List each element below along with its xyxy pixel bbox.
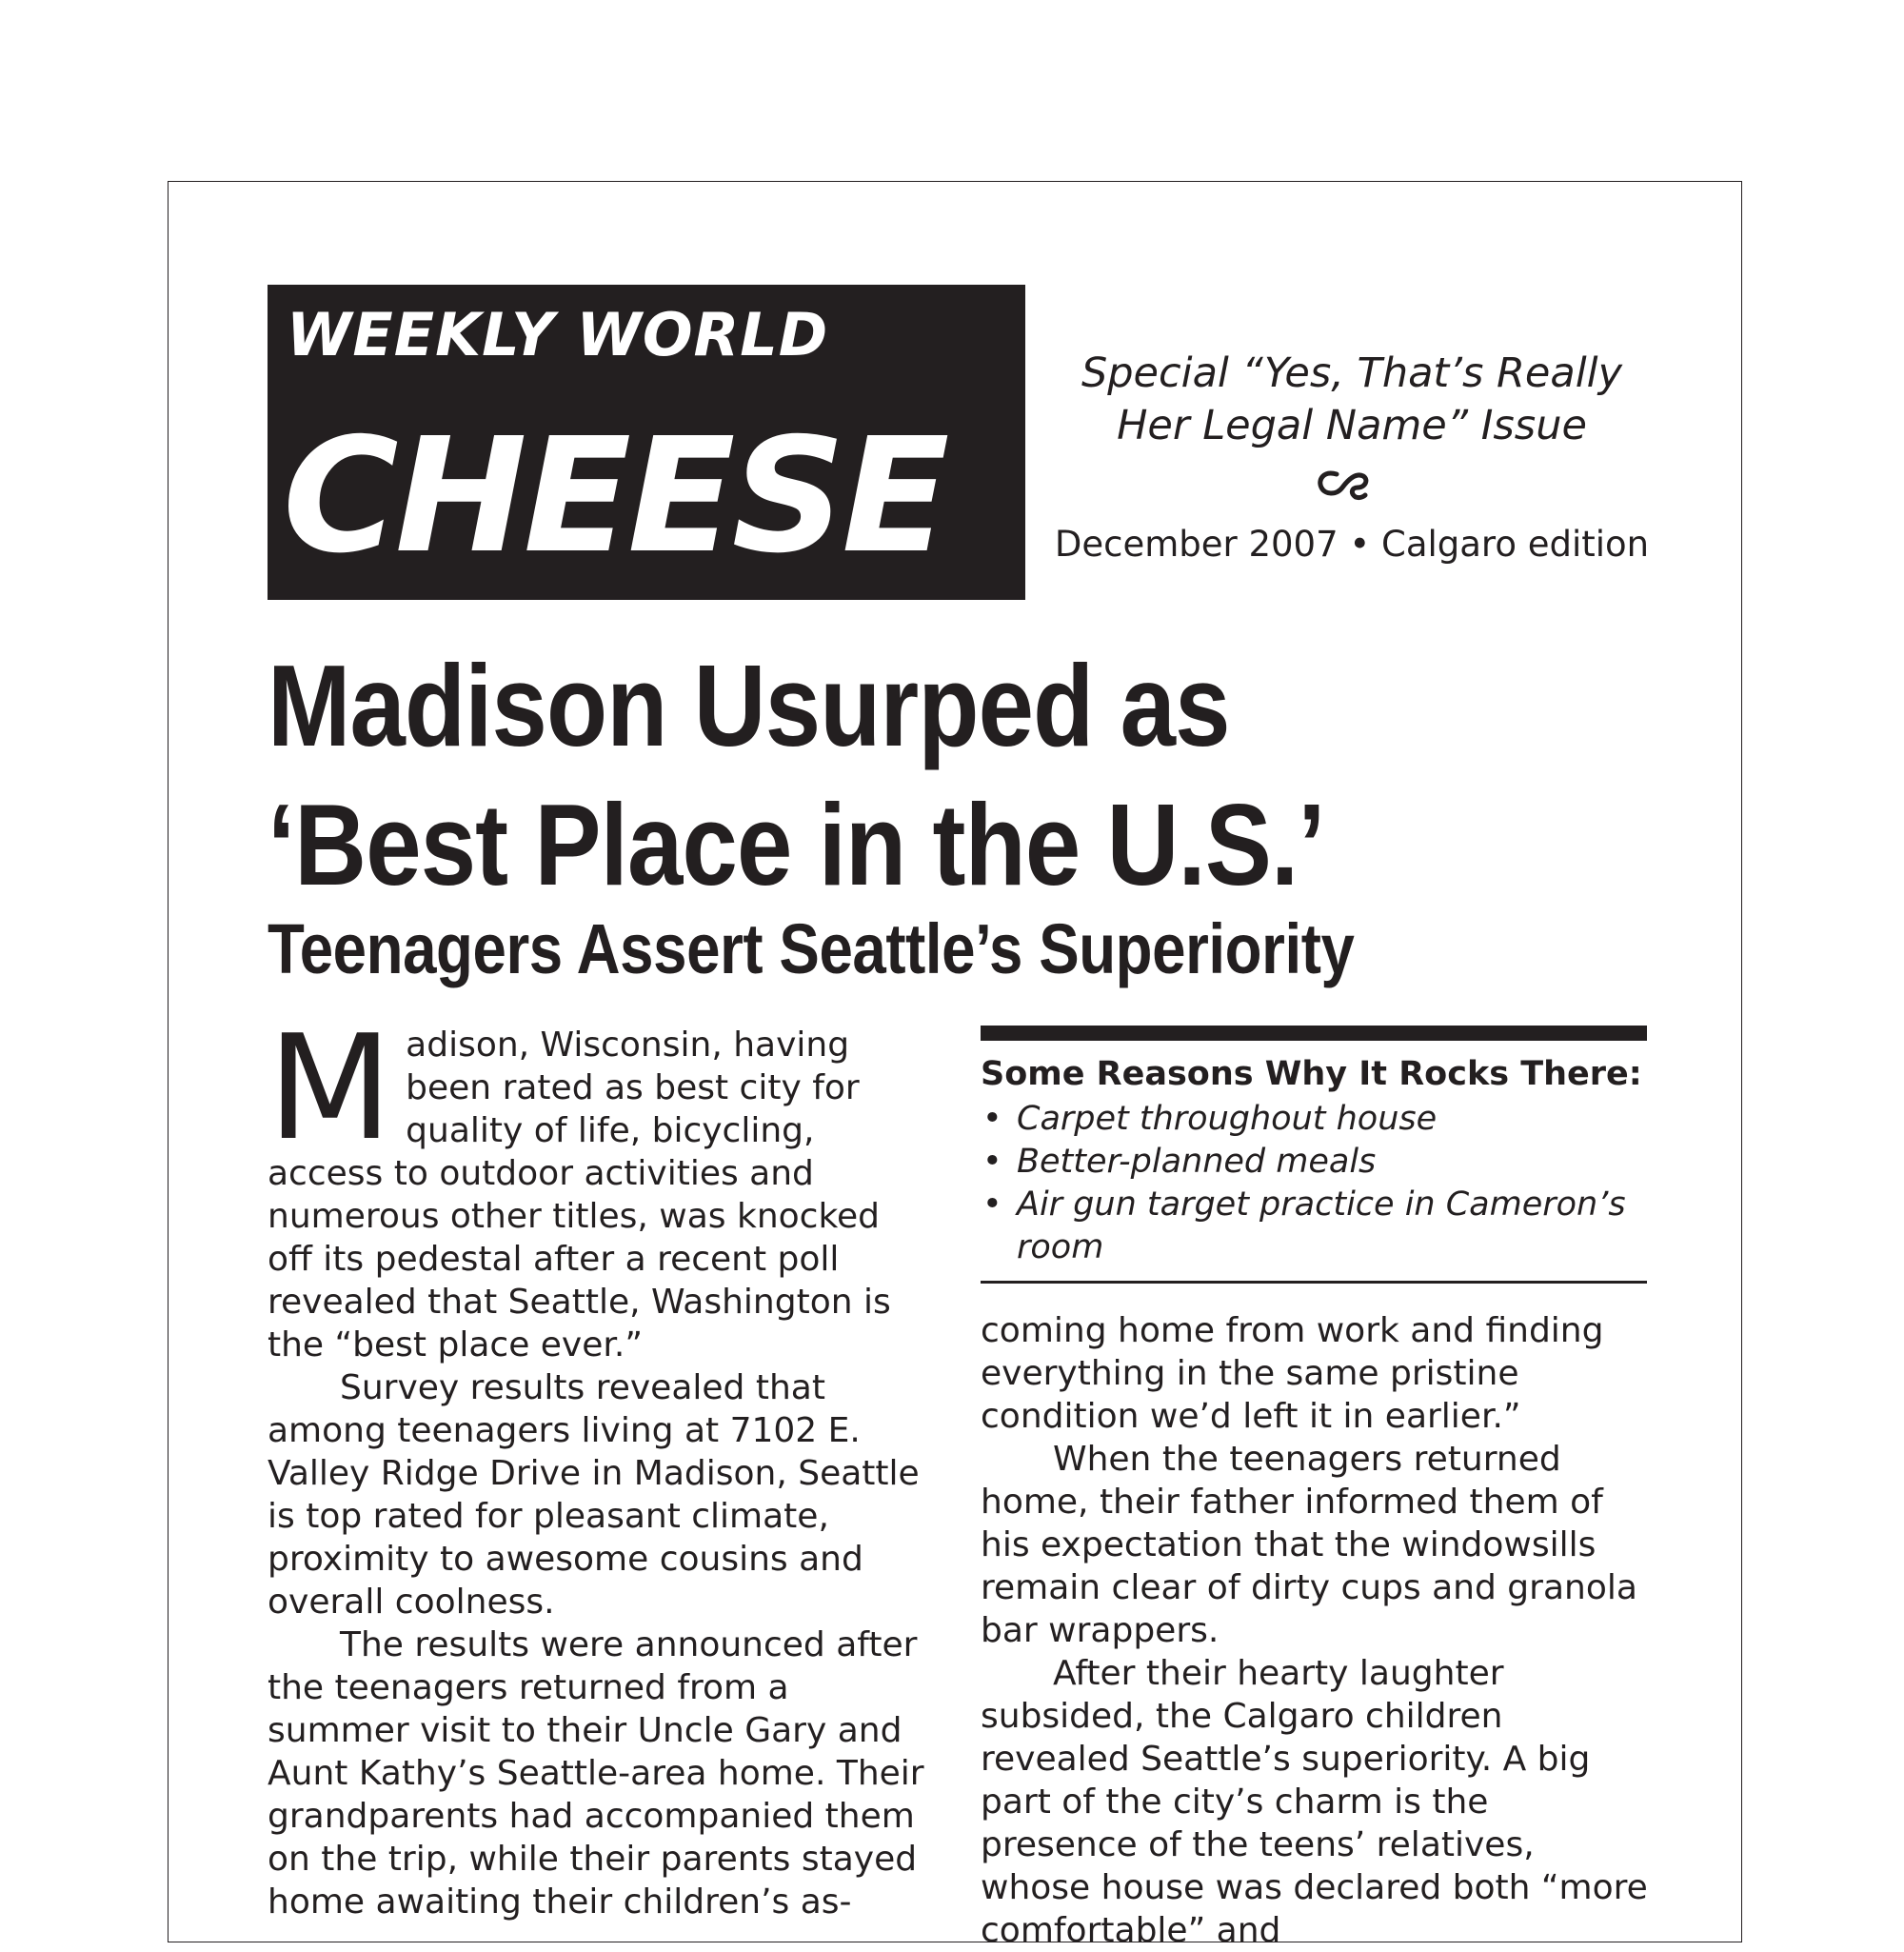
ornament-swash-icon (1316, 467, 1369, 501)
article-column-left (268, 1004, 934, 1923)
article-paragraph-4: coming home from work and finding everything in the same pristine condition we’d left it in earlier.” (981, 1311, 1604, 1436)
list-item-text: Air gun target practice in Cameron’s room (1017, 1185, 1626, 1266)
issue-dateline: December 2007 • Calgaro edition (1054, 524, 1650, 565)
masthead-logo (268, 285, 1025, 600)
article-paragraph-2: Survey results revealed that among teenagers living at 7102 E. Valley Ridge Drive in Madison, Seattle is top rated for pleasant climate, proximity to awesome cousins and overall coolness. (268, 1368, 920, 1622)
headline-line-1: Madison Usurped as (268, 641, 1230, 770)
masthead-top-line: WEEKLY WORLD (287, 300, 829, 369)
sidebar-box (981, 1026, 1647, 1284)
list-item (981, 1098, 1647, 1141)
sidebar-title: Some Reasons Why It Rocks There: (981, 1055, 1642, 1093)
paragraph-1-text: adison, Wisconsin, having been rated as best city for quality of life, bicycling, access to outdoor activities and numerous other titles, was knocked off its pedestal after a recent poll revealed that Seattle, Washington is the “best place ever.” (268, 1026, 891, 1364)
headline (268, 636, 1659, 914)
list-item-text: Better-planned meals (1017, 1143, 1377, 1181)
issue-tagline: Special “Yes, That’s Really Her Legal Name” Issue (1081, 349, 1623, 449)
bullet-icon: • (982, 1143, 1002, 1181)
subheadline: Teenagers Assert Seattle’s Superiority (268, 909, 1355, 988)
bullet-icon: • (982, 1185, 1002, 1224)
article-paragraph-5: When the teenagers returned home, their father informed them of his expectation that the windowsills remain clear of dirty cups and granola bar wrappers. (981, 1440, 1637, 1650)
drop-cap: M (268, 1004, 393, 1172)
article-paragraph-6: After their hearty laughter subsided, the Calgaro children revealed Seattle’s superiority. A big part of the city’s charm is the presence of the teens’ relatives, whose house was declared both “more comfortable” and (981, 1654, 1648, 1950)
list-item (981, 1141, 1647, 1184)
masthead-name: CHEESE (283, 405, 946, 588)
article-paragraph-1 (268, 1004, 934, 1366)
bullet-icon: • (982, 1100, 1002, 1138)
list-item-text: Carpet throughout house (1017, 1100, 1438, 1138)
article-column-right (981, 1309, 1652, 1952)
list-item (981, 1184, 1647, 1269)
sidebar-list (981, 1098, 1647, 1269)
ornament-icon (1314, 467, 1371, 508)
headline-line-2: ‘Best Place in the U.S.’ (268, 780, 1325, 909)
article-paragraph-3: The results were announced after the teenagers returned from a summer visit to their Uncle Gary and Aunt Kathy’s Seattle-area home. Their grandparents had accompanied them on the trip, while their parents stayed home awaiting their children’s as- (268, 1625, 924, 1922)
